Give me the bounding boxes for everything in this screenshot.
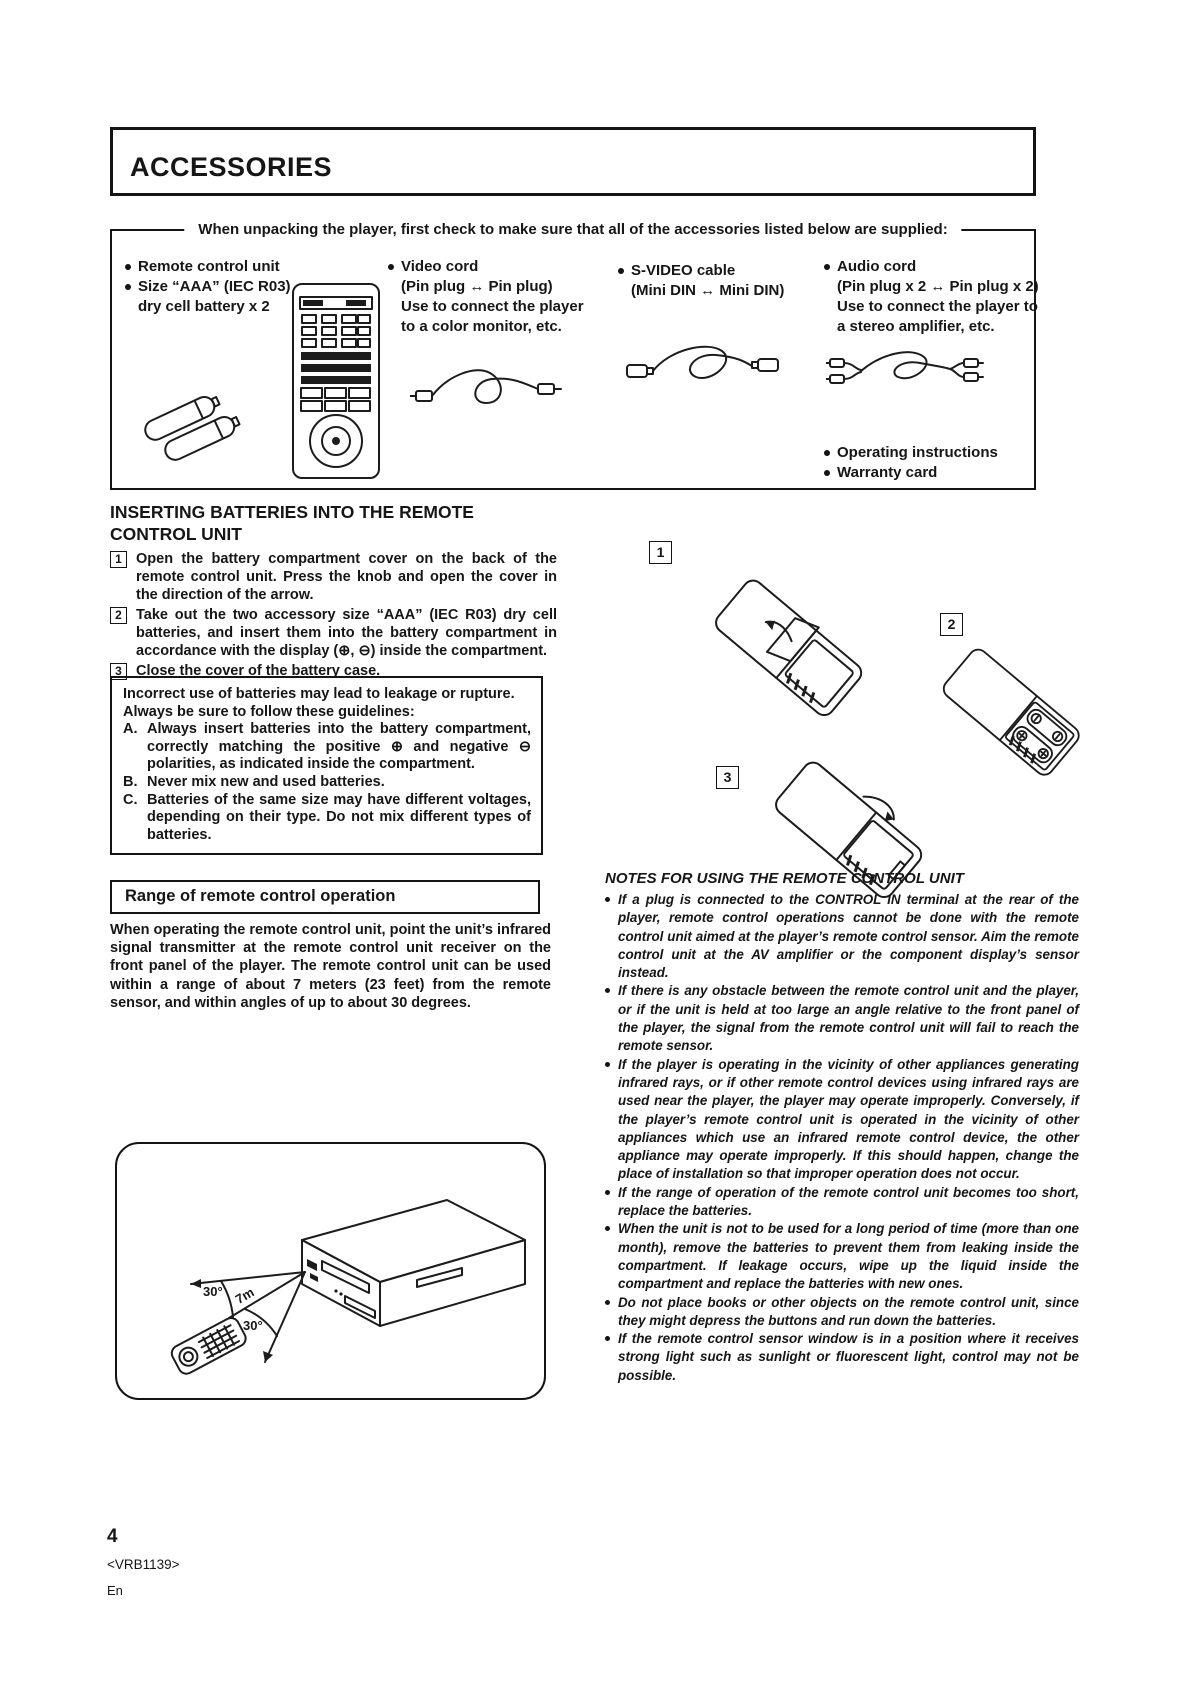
svideo-cable-illustration: [624, 333, 780, 403]
warning-label: C.: [123, 791, 138, 808]
warning-text: Never mix new and used batteries.: [147, 773, 385, 790]
accessory-label: Remote control unit: [138, 258, 280, 275]
bullet-icon: [388, 264, 394, 270]
warning-label: B.: [123, 773, 138, 790]
bullet-icon: [605, 1336, 610, 1341]
bullet-icon: [605, 1062, 610, 1067]
diagram-number-3: 3: [716, 766, 739, 789]
accessory-label: Size “AAA” (IEC R03): [138, 278, 291, 295]
section-heading-range-box: [110, 880, 540, 914]
warning-item: [123, 774, 531, 792]
page-number: 4: [107, 1526, 118, 1547]
accessories-banner: When unpacking the player, first check to make sure that all of the accessories listed below are supplied:: [184, 221, 961, 238]
accessories-box: [110, 221, 1039, 490]
section-heading-range: Range of remote control operation: [125, 887, 396, 905]
video-cord-illustration: [410, 359, 566, 423]
warning-label: A.: [123, 721, 138, 738]
warning-intro: Incorrect use of batteries may lead to leakage or rupture. Always be sure to follow these guidelines:: [123, 686, 515, 720]
note-text: If the range of operation of the remote control unit becomes too short, replace the batteries.: [618, 1184, 1079, 1219]
accessory-label: S-VIDEO cable: [631, 262, 736, 279]
notes-section: [605, 870, 1079, 1385]
heading-line: INSERTING BATTERIES INTO THE REMOTE: [110, 502, 474, 522]
bullet-icon: [824, 264, 830, 270]
accessory-label: Use to connect the player to: [837, 298, 1038, 315]
accessory-label: a stereo amplifier, etc.: [837, 318, 995, 335]
bullet-icon: [605, 1300, 610, 1305]
note-text: If the player is operating in the vicinity of other appliances generating infrared rays, or if other remote control devices using infrared rays are used near the player, the player may operate improperly. Conversely, if the player’s remote control unit is operated in the vicinity of other appliances which use an infrared remote control device, the other appliance may operate improperly. If this should happen, change the place of installation so that improper operation does not occur.: [618, 1056, 1079, 1182]
accessory-label: to a color monitor, etc.: [401, 318, 562, 335]
accessory-label: dry cell battery x 2: [138, 298, 270, 315]
heading-line: CONTROL UNIT: [110, 524, 242, 544]
bullet-icon: [605, 988, 610, 993]
bullet-icon: [605, 1190, 610, 1195]
accessory-label: Audio cord: [837, 258, 917, 275]
accessory-label: (Pin plug x 2 ↔ Pin plug x 2): [837, 278, 1039, 295]
accessory-label: (Pin plug ↔ Pin plug): [401, 278, 553, 295]
bullet-icon: [618, 268, 624, 274]
section-heading-inserting-batteries: [110, 501, 570, 545]
note-item: [605, 1330, 1079, 1385]
audio-cord-illustration: [826, 337, 988, 401]
accessory-label: Warranty card: [837, 464, 938, 481]
warning-text: Batteries of the same size may have different voltages, depending on their type. Do not mix different types of batteries.: [147, 791, 531, 843]
angle-top-label: 30°: [203, 1284, 223, 1299]
warning-item: [123, 792, 531, 845]
battery-steps: [110, 550, 557, 682]
step-item: [110, 550, 557, 604]
bullet-icon: [824, 470, 830, 476]
accessory-svideo-item: [618, 261, 784, 301]
notes-heading: NOTES FOR USING THE REMOTE CONTROL UNIT: [605, 870, 964, 887]
battery-illustration: [134, 377, 250, 481]
accessory-audio-item: [824, 257, 1039, 337]
page-title: ACCESSORIES: [130, 152, 333, 182]
range-paragraph: When operating the remote control unit, point the unit’s infrared signal transmitter at the remote control unit receiver on the front panel of the player. The remote control unit can be used within a range of about 7 meters (23 feet) from the remote sensor, and within angles of up to about 30 degrees.: [110, 922, 551, 1011]
note-text: When the unit is not to be used for a long period of time (more than one month), remove the batteries to prevent them from leaking inside the compartment. If leakage occurs, wipe up the liquid inside the compartment and replace the batteries with new ones.: [618, 1221, 1079, 1292]
note-text: Do not place books or other objects on the remote control unit, since they might depress the buttons and run down the batteries.: [618, 1294, 1079, 1328]
note-text: If the remote control sensor window is in a position where it receives strong light such as sunlight or fluorescent light, control may not be possible.: [618, 1331, 1079, 1383]
note-item: [605, 1220, 1079, 1293]
note-item: [605, 1184, 1079, 1221]
step-text: Open the battery compartment cover on the back of the remote control unit. Press the knob and open the cover in the direction of the arrow.: [136, 551, 557, 603]
range-illustration-box: [115, 1142, 546, 1400]
accessory-remote-item: [125, 257, 291, 317]
note-item: [605, 891, 1079, 982]
diagram-number-1: 1: [649, 541, 672, 564]
player-range-illustration: [117, 1144, 544, 1398]
bullet-icon: [605, 897, 610, 902]
step-number-box: 1: [110, 551, 127, 568]
remote-control-illustration: [290, 281, 382, 481]
insert-batteries-diagram: [936, 638, 1086, 803]
note-text: If a plug is connected to the CONTROL IN terminal at the rear of the player, remote control operations cannot be done with the remote control unit aimed at the player’s remote control sensor. Aim the remote control unit at the AV amplifier or the component display’s sensor instead.: [618, 892, 1079, 981]
document-code: <VRB1139>: [107, 1557, 180, 1572]
bullet-icon: [824, 450, 830, 456]
open-cover-diagram: [698, 566, 888, 731]
distance-label: 7m: [232, 1284, 257, 1307]
step-number-box: 2: [110, 607, 127, 624]
note-item: [605, 982, 1079, 1055]
step-text: Close the cover of the battery case.: [136, 663, 381, 679]
angle-bottom-label: 30°: [243, 1318, 263, 1333]
bullet-icon: [605, 1226, 610, 1231]
step-number-box: 3: [110, 663, 127, 680]
step-text: Take out the two accessory size “AAA” (IEC R03) dry cell batteries, and insert them into the battery compartment in accordance with the display (⊕, ⊖) inside the compartment.: [136, 607, 557, 659]
notes-list: [605, 891, 1079, 1385]
accessory-video-item: [388, 257, 584, 337]
bullet-icon: [125, 284, 131, 290]
diagram-number-2: 2: [940, 613, 963, 636]
accessory-label: Video cord: [401, 258, 479, 275]
note-item: [605, 1294, 1079, 1331]
warning-text: Always insert batteries into the battery compartment, correctly matching the positive ⊕ and negative ⊖ polarities, as indicated inside the compartment.: [147, 721, 531, 773]
warning-item: [123, 721, 531, 774]
bullet-icon: [125, 264, 131, 270]
note-item: [605, 1056, 1079, 1184]
battery-warning-box: [110, 676, 543, 855]
page-title-box: [110, 127, 1036, 196]
accessory-label: Use to connect the player: [401, 298, 584, 315]
accessory-label: (Mini DIN ↔ Mini DIN): [631, 282, 785, 299]
accessory-extras: [824, 443, 998, 483]
step-item: [110, 606, 557, 660]
note-text: If there is any obstacle between the remote control unit and the player, or if the unit is held at too large an angle relative to the front panel of the player, the signal from the remote control unit will fail to reach the remote sensor.: [618, 983, 1079, 1054]
accessory-label: Operating instructions: [837, 444, 998, 461]
language-code: En: [107, 1583, 123, 1598]
